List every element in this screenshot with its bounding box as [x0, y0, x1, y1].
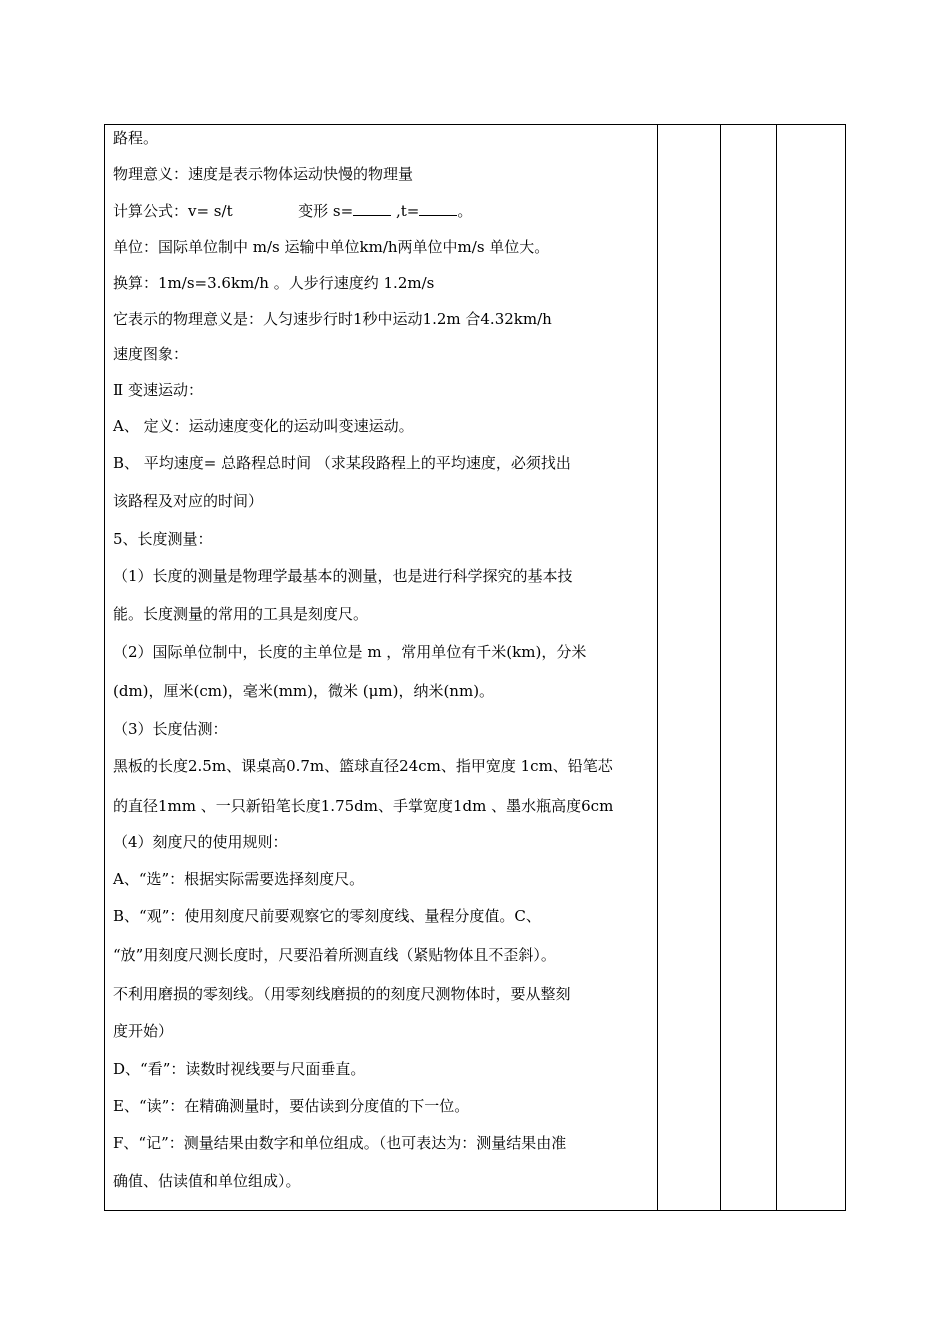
text-line: A、“选”：根据实际需要选择刻度尺。	[113, 870, 365, 888]
text-line: “放”用刻度尺测长度时，尺要沿着所测直线（紧贴物体且不歪斜）。	[113, 946, 556, 964]
text-line: 换算：1m/s=3.6km/h 。人步行速度约 1.2m/s	[113, 274, 435, 292]
text-line: （4）刻度尺的使用规则：	[113, 833, 288, 851]
text-line: 的直径1mm 、一只新铅笔长度1.75dm、手掌宽度1dm 、墨水瓶高度6cm	[113, 797, 614, 815]
formula-variant-label: 变形 s=	[298, 202, 354, 220]
formula-variant-end: 。	[457, 202, 473, 220]
text-line: 不利用磨损的零刻线。（用零刻线磨损的的刻度尺测物体时，要从整刻	[113, 985, 571, 1003]
blank-s	[353, 201, 391, 216]
text-line: 速度图象：	[113, 345, 189, 363]
text-line: A、 定义：运动速度变化的运动叫变速运动。	[113, 417, 414, 435]
text-line: D、“看”：读数时视线要与尺面垂直。	[113, 1060, 366, 1078]
text-line: 该路程及对应的时间）	[113, 492, 264, 510]
formula-line	[113, 201, 472, 221]
text-line: F、“记”：测量结果由数字和单位组成。（也可表达为：测量结果由准	[113, 1134, 567, 1152]
text-line: 黑板的长度2.5m、课桌高0.7m、篮球直径24cm、指甲宽度 1cm、铅笔芯	[113, 757, 613, 775]
column-divider	[720, 125, 721, 1210]
text-line: （3）长度估测：	[113, 720, 228, 738]
text-line: 确值、估读值和单位组成）。	[113, 1172, 301, 1190]
text-line: (dm)，厘米(cm)，毫米(mm)，微米 (μm)，纳米(nm)。	[113, 682, 495, 700]
column-divider	[657, 125, 658, 1210]
text-line: 度开始）	[113, 1022, 174, 1040]
document-table	[104, 124, 846, 1211]
text-line: B、“观”：使用刻度尺前要观察它的零刻度线、量程分度值。C、	[113, 907, 541, 925]
section-heading: Ⅱ 变速运动：	[113, 381, 203, 399]
text-line: 物理意义：速度是表示物体运动快慢的物理量	[113, 165, 414, 183]
text-line: B、 平均速度= 总路程总时间 （求某段路程上的平均速度，必须找出	[113, 454, 571, 472]
text-line: （1）长度的测量是物理学最基本的测量，也是进行科学探究的基本技	[113, 567, 573, 585]
text-line: 单位：国际单位制中 m/s 运输中单位km/h两单位中m/s 单位大。	[113, 238, 550, 256]
text-line: E、“读”：在精确测量时，要估读到分度值的下一位。	[113, 1097, 470, 1115]
text-line: 能。长度测量的常用的工具是刻度尺。	[113, 605, 369, 623]
blank-t	[419, 201, 457, 216]
text-line: （2）国际单位制中，长度的主单位是 m ，常用单位有千米(km)，分米	[113, 643, 587, 661]
formula-text: 计算公式：v= s/t	[113, 202, 233, 220]
column-divider	[776, 125, 777, 1210]
text-line: 它表示的物理意义是：人匀速步行时1秒中运动1.2m 合4.32km/h	[113, 310, 552, 328]
text-line: 路程。	[113, 129, 159, 147]
section-heading: 5、长度测量：	[113, 530, 213, 548]
formula-variant-sep: ,t=	[391, 202, 420, 220]
